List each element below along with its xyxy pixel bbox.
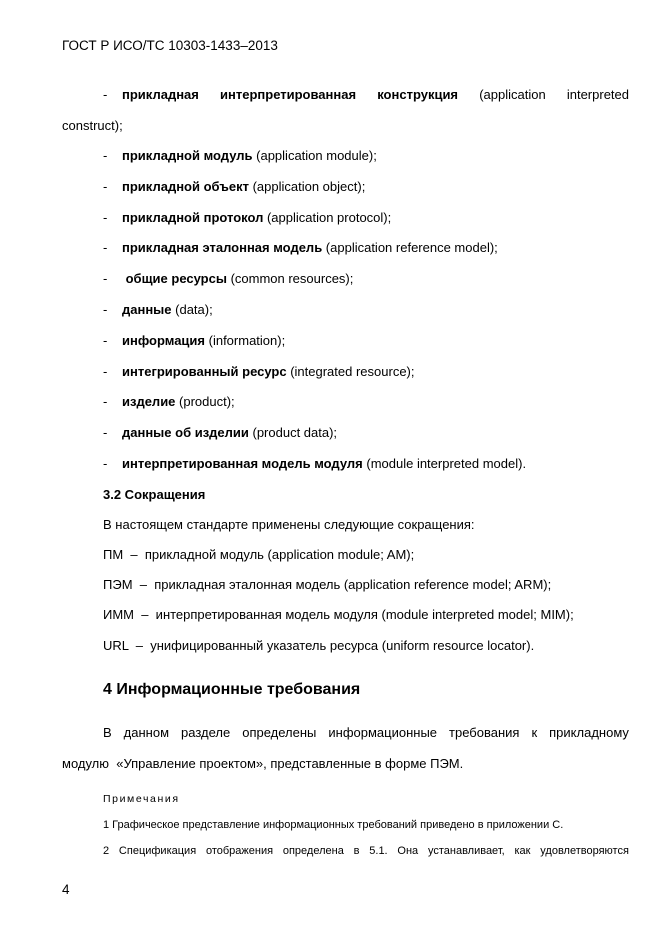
word: определена <box>282 845 344 857</box>
term-ru: интегрированный ресурс <box>122 364 287 379</box>
page-number: 4 <box>62 882 70 897</box>
term-item <box>122 179 365 194</box>
term-item <box>122 148 377 163</box>
word: Спецификация <box>118 845 197 857</box>
word: разделе <box>181 725 231 740</box>
term-ru: общие ресурсы <box>122 271 227 286</box>
term-ru: прикладной модуль <box>122 148 253 163</box>
list-dash: - <box>103 425 108 440</box>
term-en: (integrated resource); <box>286 364 415 379</box>
term-en: (product); <box>175 394 235 409</box>
abbreviation-item: ПМ – прикладной модуль (application module; AM); <box>103 547 415 562</box>
word: 2 <box>103 845 110 857</box>
term-ru: изделие <box>122 394 176 409</box>
note-item: 1 Графическое представление информационных требований приведено в приложении С. <box>103 819 564 831</box>
abbreviation-item: ПЭМ – прикладная эталонная модель (application reference model; ARM); <box>103 577 552 592</box>
term-word: прикладная <box>122 87 199 102</box>
note-line-justified <box>103 845 629 857</box>
paragraph-line: модулю «Управление проектом», представленные в форме ПЭМ. <box>62 756 464 771</box>
abbreviation-item: ИММ – интерпретированная модель модуля (module interpreted model; MIM); <box>103 607 574 622</box>
term-ru: данные <box>122 302 172 317</box>
notes-title: Примечания <box>103 793 180 805</box>
list-dash: - <box>103 179 108 194</box>
term-line-justified <box>122 87 629 102</box>
list-dash: - <box>103 271 108 286</box>
term-word: интерпретированная <box>220 87 357 102</box>
term-item <box>122 425 337 440</box>
term-en: (product data); <box>248 425 338 440</box>
word: прикладному <box>549 725 629 740</box>
term-item <box>122 271 353 286</box>
list-dash: - <box>103 364 108 379</box>
list-dash: - <box>103 302 108 317</box>
word: В <box>103 725 112 740</box>
term-ru: данные об изделии <box>122 425 249 440</box>
word: Она <box>397 845 419 857</box>
list-dash: - <box>103 87 108 102</box>
list-dash: - <box>103 240 108 255</box>
term-en: (application module); <box>252 148 377 163</box>
term-en: (information); <box>205 333 286 348</box>
english-word: interpreted <box>566 87 629 102</box>
abbreviations-intro: В настоящем стандарте применены следующие сокращения: <box>103 517 475 532</box>
term-ru: информация <box>122 333 206 348</box>
term-word: конструкция <box>377 87 459 102</box>
word: в <box>353 845 360 857</box>
term-ru: интерпретированная модель модуля <box>122 456 363 471</box>
term-item <box>122 456 526 471</box>
paragraph-line-justified <box>103 725 629 740</box>
word: устанавливает, <box>427 845 505 857</box>
list-dash: - <box>103 148 108 163</box>
term-en: (application object); <box>248 179 366 194</box>
english-word: (application <box>479 87 546 102</box>
list-dash: - <box>103 456 108 471</box>
term-en: (data); <box>171 302 213 317</box>
term-continuation: construct); <box>62 118 123 133</box>
word: определены <box>242 725 317 740</box>
list-dash: - <box>103 333 108 348</box>
term-ru: прикладной объект <box>122 179 249 194</box>
word: информационные <box>328 725 438 740</box>
term-item <box>122 333 285 348</box>
term-item <box>122 302 213 317</box>
term-item <box>122 210 391 225</box>
term-ru: прикладная эталонная модель <box>122 240 323 255</box>
word: 5.1. <box>369 845 388 857</box>
list-dash: - <box>103 394 108 409</box>
term-item <box>122 240 498 255</box>
word: удовлетворяются <box>540 845 629 857</box>
subsection-heading: 3.2 Сокращения <box>103 487 206 502</box>
word: как <box>514 845 531 857</box>
document-header: ГОСТ Р ИСО/ТС 10303-1433–2013 <box>62 38 278 53</box>
section-heading: 4 Информационные требования <box>103 681 361 698</box>
term-en: (application protocol); <box>263 210 392 225</box>
term-en: (application reference model); <box>322 240 498 255</box>
term-en: (common resources); <box>226 271 354 286</box>
list-dash: - <box>103 210 108 225</box>
word: данном <box>123 725 170 740</box>
term-en: (module interpreted model). <box>362 456 527 471</box>
term-ru: прикладной протокол <box>122 210 264 225</box>
term-item <box>122 364 415 379</box>
abbreviation-item: URL – унифицированный указатель ресурса (uniform resource locator). <box>103 638 535 653</box>
term-item <box>122 394 235 409</box>
word: к <box>531 725 538 740</box>
word: отображения <box>205 845 274 857</box>
word: требования <box>449 725 520 740</box>
